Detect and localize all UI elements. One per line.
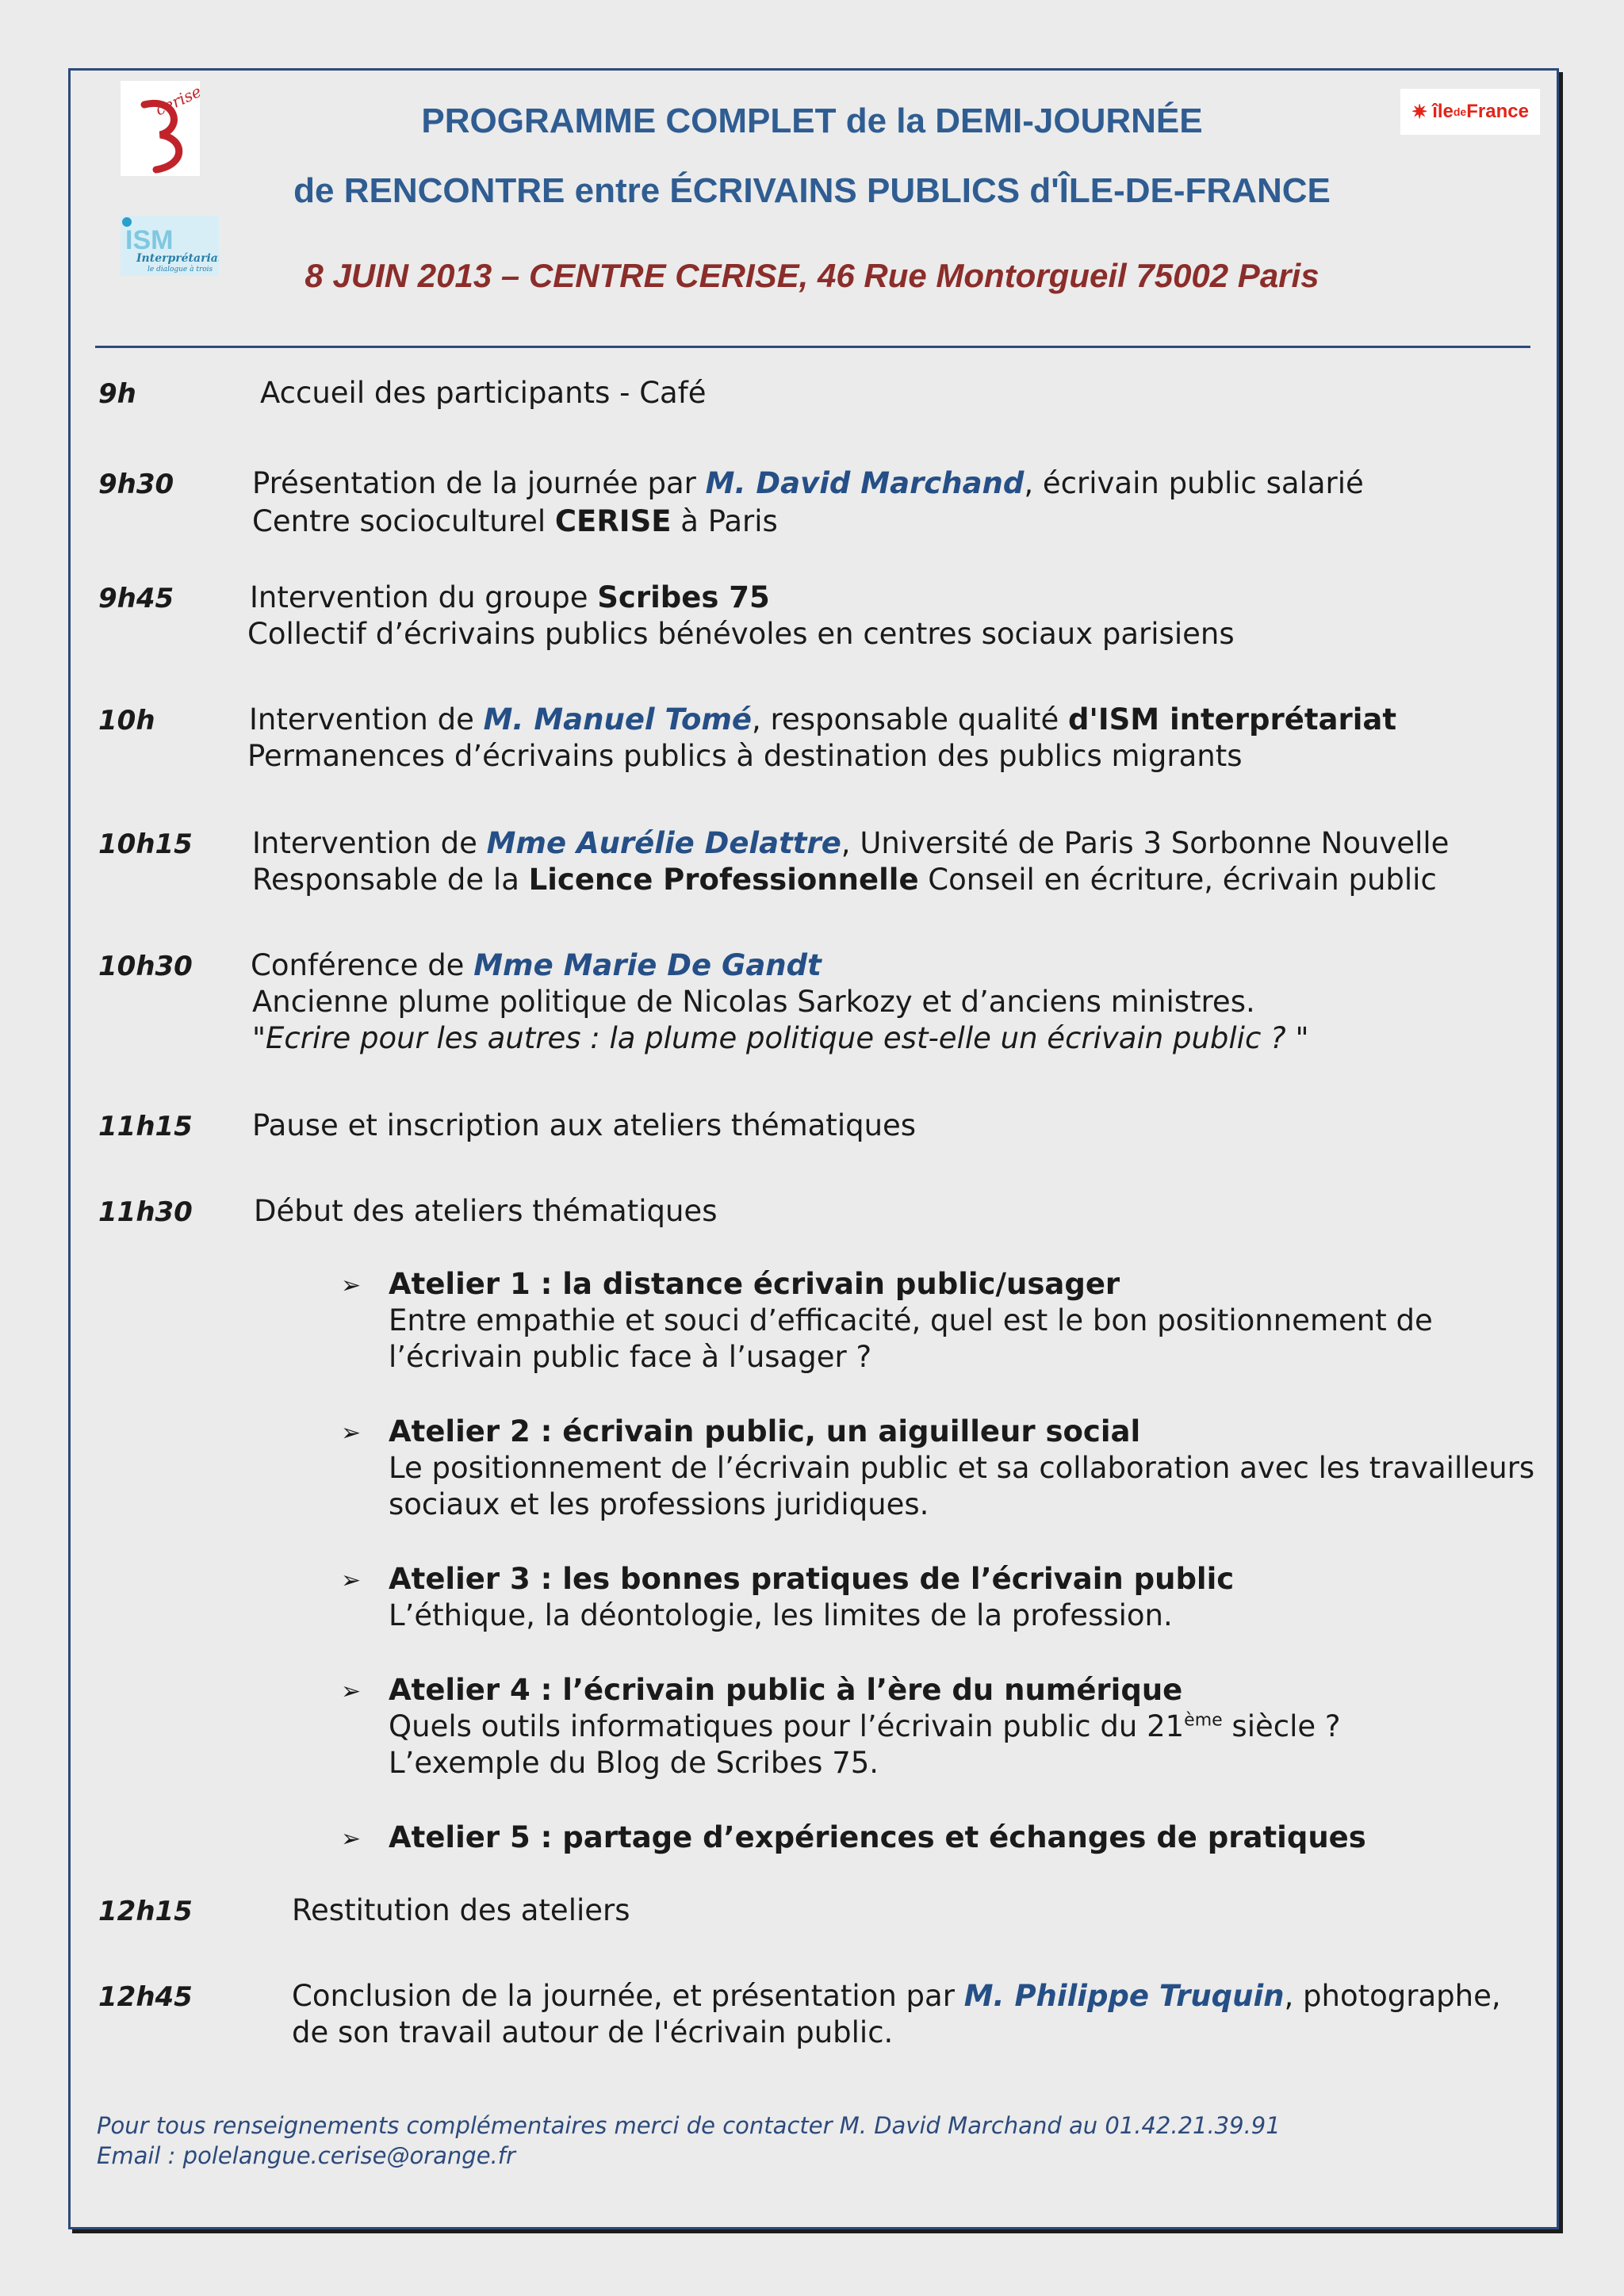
time-12h15: 12h15 — [98, 1896, 193, 1927]
time-9h45: 9h45 — [98, 583, 174, 614]
item-ism-line1: Intervention de M. Manuel Tomé, responsable qualité d'ISM interprétariat — [249, 702, 1397, 737]
item-conclusion-line1: Conclusion de la journée, et présentation par M. Philippe Truquin, photographe, — [292, 1979, 1501, 2013]
atelier-4-title: Atelier 4 : l’écrivain public à l’ère du numérique — [389, 1673, 1183, 1707]
item-pause: Pause et inscription aux ateliers thématiques — [252, 1108, 917, 1142]
item-conference-line1: Conférence de Mme Marie De Gandt — [251, 948, 822, 982]
page-title-line2: de RENCONTRE entre ÉCRIVAINS PUBLICS d'ÎLE-DE-FRANCE — [293, 171, 1331, 210]
atelier-3-title: Atelier 3 : les bonnes pratiques de l’écrivain public — [389, 1562, 1235, 1596]
arrow-bullet-icon: ➢ — [341, 1419, 362, 1447]
footer-email[interactable]: Email : polelangue.cerise@orange.fr — [97, 2142, 515, 2169]
speaker-name: Mme Aurélie Delattre — [486, 826, 841, 860]
speaker-name: Mme Marie De Gandt — [473, 948, 822, 982]
svg-text:ISM: ISM — [125, 225, 174, 255]
item-restitution: Restitution des ateliers — [292, 1893, 630, 1927]
item-presentation-line2: Centre socioculturel CERISE à Paris — [252, 504, 778, 538]
item-delattre-line2: Responsable de la Licence Professionnelle Conseil en écriture, écrivain public — [252, 863, 1437, 897]
time-10h: 10h — [98, 705, 155, 737]
arrow-bullet-icon: ➢ — [341, 1272, 362, 1299]
time-9h: 9h — [98, 378, 136, 410]
speaker-name: M. David Marchand — [705, 466, 1025, 500]
time-10h15: 10h15 — [98, 828, 193, 860]
time-9h30: 9h30 — [98, 469, 174, 500]
arrow-bullet-icon: ➢ — [341, 1825, 362, 1853]
svg-text:Interprétariat: Interprétariat — [136, 252, 219, 265]
speaker-name: M. Philippe Truquin — [963, 1979, 1285, 2013]
atelier-2-line2: sociaux et les professions juridiques. — [389, 1487, 929, 1521]
atelier-3-line1: L’éthique, la déontologie, les limites de la profession. — [389, 1598, 1173, 1632]
time-10h30: 10h30 — [98, 951, 193, 982]
atelier-2-line1: Le positionnement de l’écrivain public et sa collaboration avec les travailleurs — [389, 1451, 1535, 1485]
atelier-4-line1: Quels outils informatiques pour l’écrivain public du 21ème siècle ? — [389, 1709, 1341, 1743]
item-conference-line2: Ancienne plume politique de Nicolas Sarkozy et d’anciens ministres. — [252, 985, 1255, 1019]
item-accueil: Accueil des participants - Café — [260, 376, 707, 410]
atelier-5-title: Atelier 5 : partage d’expériences et échanges de pratiques — [389, 1820, 1366, 1854]
footer-contact: Pour tous renseignements complémentaires merci de contacter M. David Marchand au 01.42.21.39.91 — [97, 2112, 1281, 2139]
atelier-1-title: Atelier 1 : la distance écrivain public/usager — [389, 1267, 1120, 1301]
ile-de-france-logo: ✷ île de France — [1400, 89, 1540, 135]
item-conclusion-line2: de son travail autour de l'écrivain public. — [292, 2015, 894, 2049]
speaker-name: M. Manuel Tomé — [483, 702, 753, 737]
arrow-bullet-icon: ➢ — [341, 1567, 362, 1594]
item-scribes-line2: Collectif d’écrivains publics bénévoles en centres sociaux parisiens — [247, 617, 1235, 651]
item-conference-quote: "Ecrire pour les autres : la plume politique est-elle un écrivain public ? " — [252, 1021, 1309, 1055]
svg-text:cerise: cerise — [151, 81, 200, 120]
atelier-2-title: Atelier 2 : écrivain public, un aiguilleur social — [389, 1414, 1141, 1448]
item-delattre-line1: Intervention de Mme Aurélie Delattre, Université de Paris 3 Sorbonne Nouvelle — [252, 826, 1450, 860]
arrow-bullet-icon: ➢ — [341, 1678, 362, 1705]
item-scribes-line1: Intervention du groupe Scribes 75 — [250, 580, 770, 614]
item-ism-line2: Permanences d’écrivains publics à destination des publics migrants — [247, 739, 1243, 773]
atelier-1-line1: Entre empathie et souci d’efficacité, quel est le bon positionnement de — [389, 1303, 1433, 1337]
time-11h30: 11h30 — [98, 1196, 193, 1228]
atelier-4-line2: L’exemple du Blog de Scribes 75. — [389, 1746, 879, 1780]
item-debut-ateliers: Début des ateliers thématiques — [254, 1194, 718, 1228]
time-12h45: 12h45 — [98, 1981, 193, 2013]
header-divider — [95, 346, 1530, 348]
svg-text:le dialogue à trois: le dialogue à trois — [147, 266, 213, 274]
atelier-1-line2: l’écrivain public face à l’usager ? — [389, 1340, 872, 1374]
star-icon: ✷ — [1411, 101, 1428, 123]
page-title-line1: PROGRAMME COMPLET de la DEMI-JOURNÉE — [421, 101, 1203, 140]
item-presentation-line1: Présentation de la journée par M. David Marchand, écrivain public salarié — [252, 466, 1364, 500]
time-11h15: 11h15 — [98, 1111, 193, 1142]
event-date-location: 8 JUIN 2013 – CENTRE CERISE, 46 Rue Montorgueil 75002 Paris — [304, 257, 1320, 294]
